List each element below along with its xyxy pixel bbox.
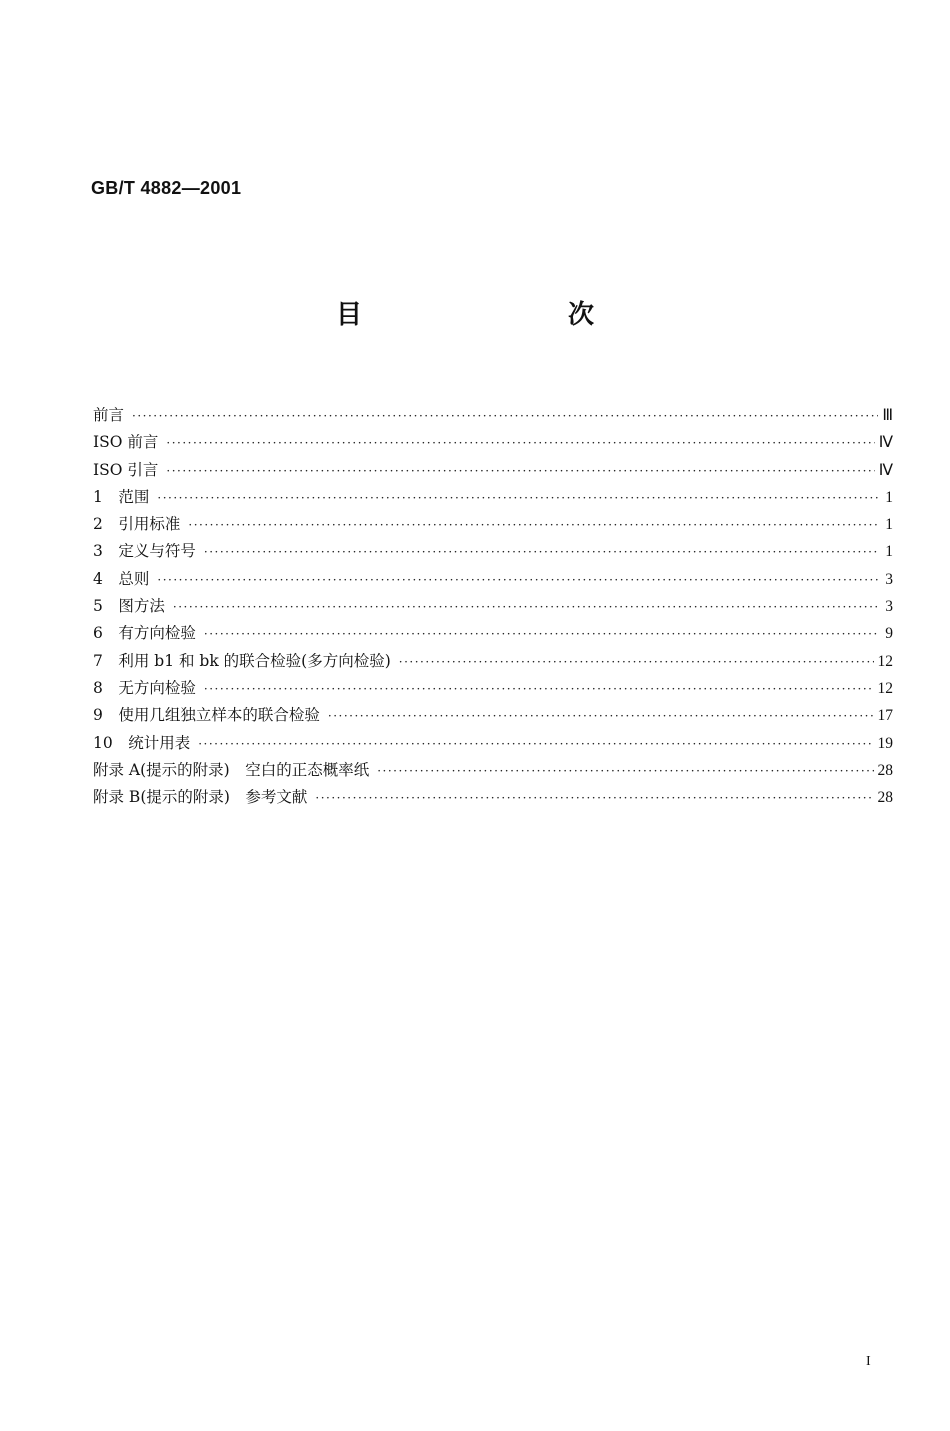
toc-entry-text: 9 使用几组独立样本的联合检验 xyxy=(93,706,320,725)
toc-leader-dots xyxy=(188,512,879,539)
page-title: 目 次 xyxy=(335,300,684,330)
toc-entry-text: ISO 前言 xyxy=(93,433,159,452)
toc-entry-text: 2 引用标准 xyxy=(93,515,181,534)
toc-entry-text: 4 总则 xyxy=(93,569,150,588)
toc-entry-page: Ⅲ xyxy=(882,407,893,424)
toc-leader-dots xyxy=(328,703,874,730)
toc-leader-dots xyxy=(377,758,873,785)
toc-entry-page: 17 xyxy=(877,707,893,725)
toc-entry-annex-a[interactable] xyxy=(93,757,893,784)
toc-entry-text: ISO 引言 xyxy=(93,460,159,479)
toc-entry-page: 28 xyxy=(877,761,893,779)
toc-entry-text: 附录 A(提示的附录) 空白的正态概率纸 xyxy=(93,760,370,779)
toc-entry-graphical-method[interactable] xyxy=(93,593,893,620)
toc-entry-annex-b[interactable] xyxy=(93,784,893,811)
toc-entry-joint-test[interactable] xyxy=(93,648,893,675)
toc-entry-text: 1 范围 xyxy=(93,487,150,506)
toc-entry-page: 3 xyxy=(885,570,893,588)
toc-entry-text: 前言 xyxy=(93,406,125,424)
toc-entry-page: 1 xyxy=(885,543,893,561)
toc-entry-non-directional-tests[interactable] xyxy=(93,675,893,702)
toc-entry-text: 10 统计用表 xyxy=(93,733,191,752)
toc-leader-dots xyxy=(315,785,873,812)
toc-entry-text: 附录 B(提示的附录) 参考文献 xyxy=(93,788,308,807)
toc-leader-dots xyxy=(204,539,879,566)
toc-leader-dots xyxy=(166,458,874,485)
toc-entry-text: 7 利用 b1 和 bk 的联合检验(多方向检验) xyxy=(93,651,391,670)
toc-leader-dots xyxy=(157,567,879,594)
toc-entry-page: 3 xyxy=(885,598,893,616)
toc-entry-iso-foreword[interactable] xyxy=(93,429,893,456)
toc-entry-page: 12 xyxy=(877,652,893,670)
toc-leader-dots xyxy=(198,731,873,758)
toc-entry-page: 1 xyxy=(885,488,893,506)
toc-entry-foreword[interactable] xyxy=(93,402,893,429)
toc-leader-dots xyxy=(204,676,874,703)
toc-entry-scope[interactable] xyxy=(93,484,893,511)
toc-leader-dots xyxy=(132,403,878,430)
standard-code: GB/T 4882—2001 xyxy=(91,178,242,198)
toc-entry-definitions[interactable] xyxy=(93,538,893,565)
toc-leader-dots xyxy=(399,649,874,676)
table-of-contents xyxy=(93,402,893,811)
toc-leader-dots xyxy=(204,621,879,648)
toc-entry-iso-introduction[interactable] xyxy=(93,457,893,484)
toc-entry-independent-samples[interactable] xyxy=(93,702,893,729)
toc-entry-page: 19 xyxy=(877,734,893,752)
toc-entry-directional-tests[interactable] xyxy=(93,620,893,647)
toc-entry-page: 9 xyxy=(885,625,893,643)
toc-entry-text: 3 定义与符号 xyxy=(93,542,196,561)
toc-entry-references[interactable] xyxy=(93,511,893,538)
toc-entry-page: Ⅳ xyxy=(878,434,893,452)
page-number: I xyxy=(866,1354,871,1369)
toc-entry-page: 1 xyxy=(885,516,893,534)
toc-entry-page: 12 xyxy=(877,679,893,697)
toc-entry-statistical-tables[interactable] xyxy=(93,730,893,757)
toc-entry-general[interactable] xyxy=(93,566,893,593)
toc-entry-text: 6 有方向检验 xyxy=(93,624,196,643)
toc-entry-text: 5 图方法 xyxy=(93,597,165,616)
toc-entry-page: Ⅳ xyxy=(878,461,893,479)
toc-leader-dots xyxy=(173,594,879,621)
toc-leader-dots xyxy=(166,430,874,457)
toc-leader-dots xyxy=(157,485,879,512)
toc-entry-text: 8 无方向检验 xyxy=(93,678,196,697)
toc-entry-page: 28 xyxy=(877,789,893,807)
